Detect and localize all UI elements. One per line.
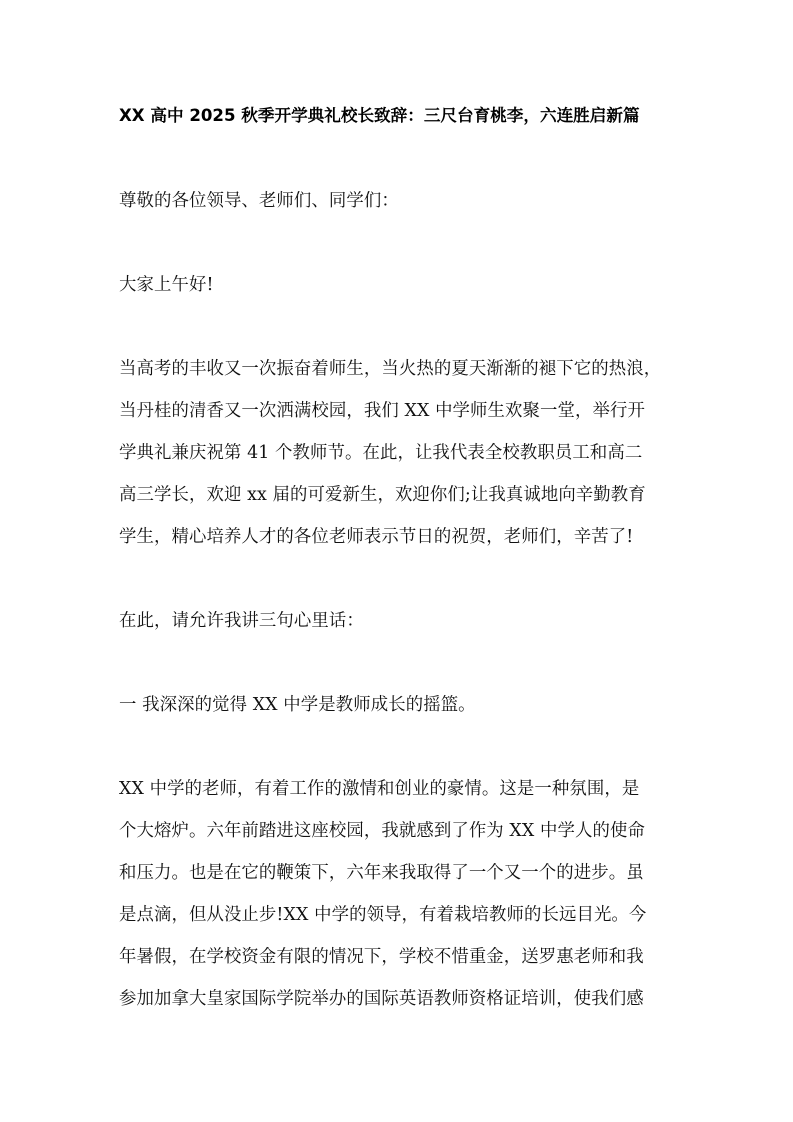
greeting: 大家上午好! [119,275,214,295]
paragraph-3-line-1: XX 中学的老师，有着工作的激情和创业的豪情。这是一种氛围，是 [119,779,640,799]
paragraph-1-line-1: 当高考的丰收又一次振奋着师生，当火热的夏天渐渐的褪下它的热浪， [119,359,662,379]
paragraph-1-line-4: 高三学长，欢迎 xx 届的可爱新生，欢迎你们;让我真诚地向辛勤教育 [119,485,646,505]
document-title: XX 高中 2025 秋季开学典礼校长致辞：三尺台育桃李，六连胜启新篇 [119,106,640,125]
paragraph-1-line-2: 当丹桂的清香又一次洒满校园，我们 XX 中学师生欢聚一堂，举行开 [119,401,645,421]
paragraph-1-line-3: 学典礼兼庆祝第 41 个教师节。在此，让我代表全校教职员工和高二 [119,443,643,463]
paragraph-3-line-3: 和压力。也是在它的鞭策下，六年来我取得了一个又一个的进步。虽 [119,863,644,883]
paragraph-3-line-4: 是点滴，但从没止步!XX 中学的领导，有着栽培教师的长远目光。今 [119,905,647,925]
paragraph-2: 在此，请允许我讲三句心里话： [119,611,364,631]
paragraph-3-line-2: 个大熔炉。六年前踏进这座校园，我就感到了作为 XX 中学人的使命 [119,821,645,841]
section-heading-1: 一 我深深的觉得 XX 中学是教师成长的摇篮。 [119,695,476,715]
paragraph-3-line-6: 参加加拿大皇家国际学院举办的国际英语教师资格证培训，使我们感 [119,989,644,1009]
paragraph-3-line-5: 年暑假，在学校资金有限的情况下，学校不惜重金，送罗惠老师和我 [119,947,644,967]
salutation: 尊敬的各位领导、老师们、同学们： [119,191,399,211]
paragraph-1-line-5: 学生，精心培养人才的各位老师表示节日的祝贺，老师们，辛苦了! [119,527,634,547]
